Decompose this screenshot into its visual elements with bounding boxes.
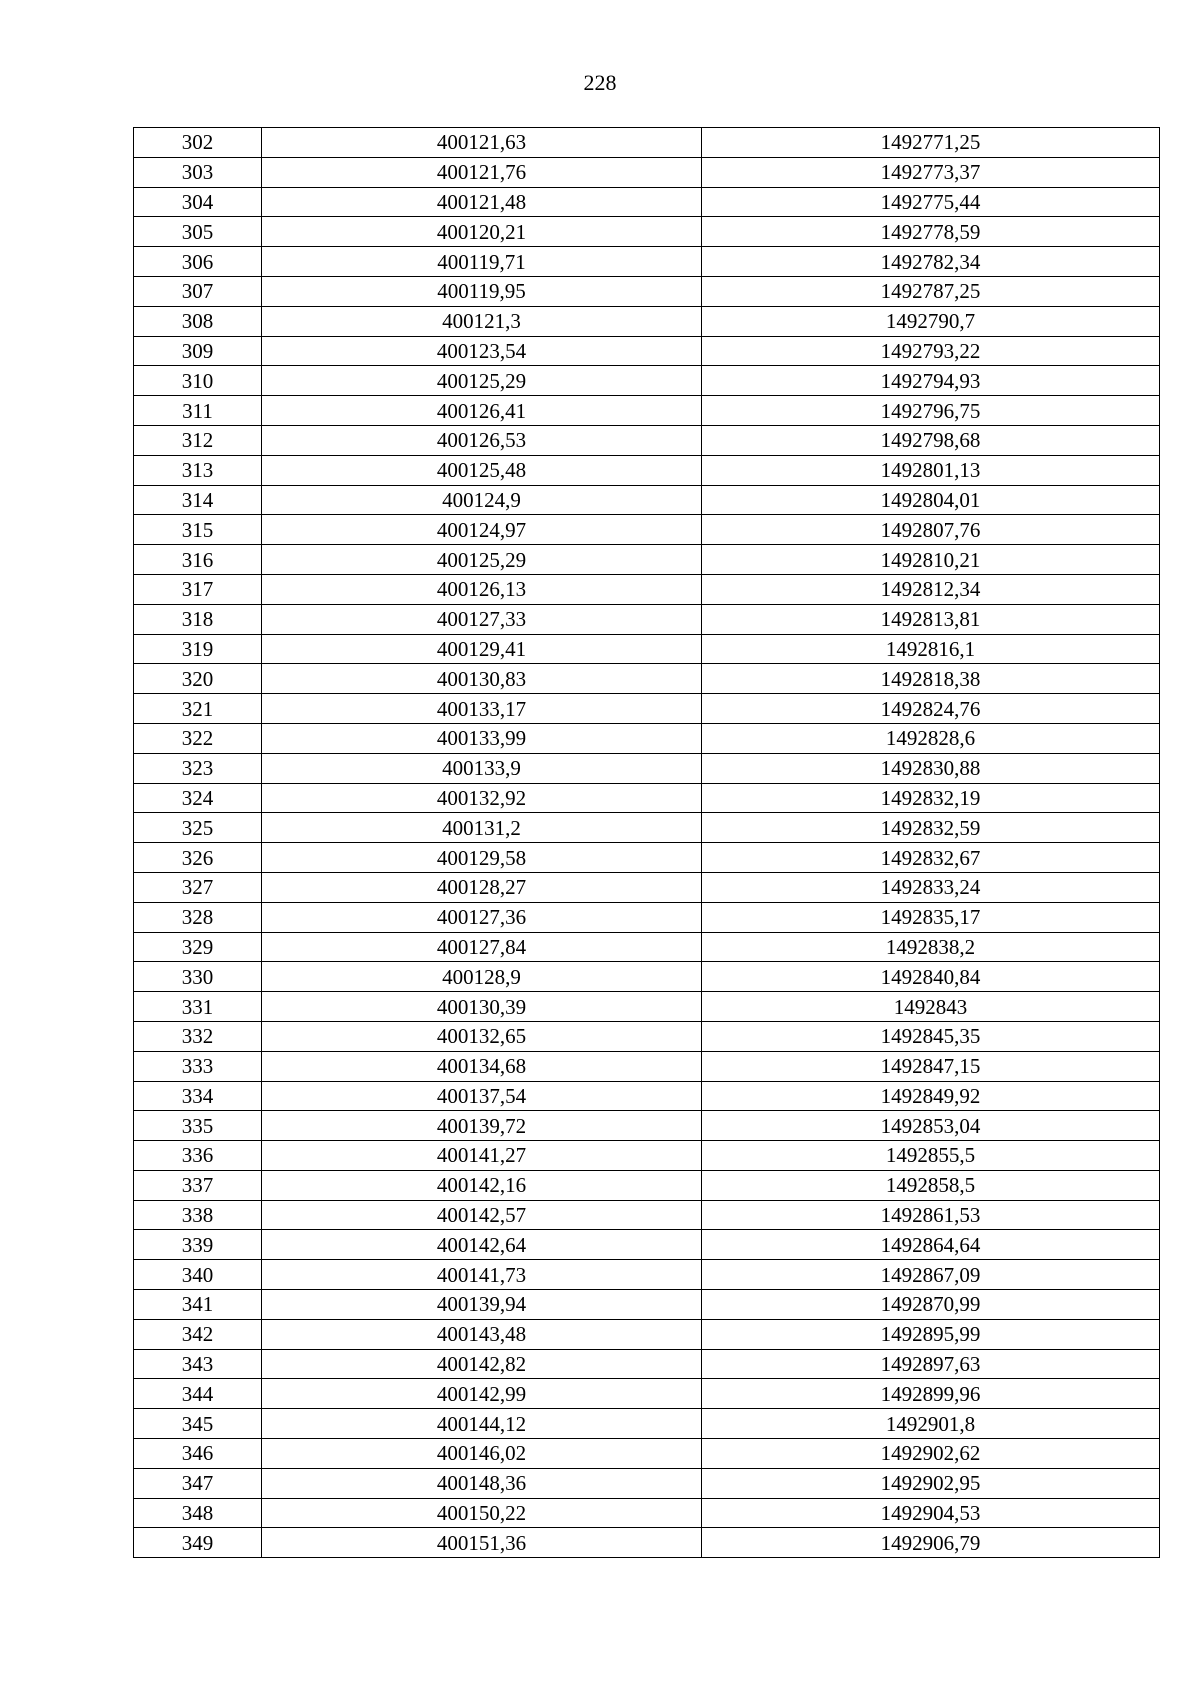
y-coordinate-cell: 1492818,38 — [702, 664, 1160, 694]
y-coordinate-cell: 1492867,09 — [702, 1260, 1160, 1290]
table-row — [134, 783, 1160, 813]
point-number-cell: 331 — [134, 992, 262, 1022]
table-row — [134, 813, 1160, 843]
x-coordinate-cell: 400124,97 — [262, 515, 702, 545]
y-coordinate-cell: 1492870,99 — [702, 1290, 1160, 1320]
point-number-cell: 330 — [134, 962, 262, 992]
table-row — [134, 872, 1160, 902]
table-row — [134, 276, 1160, 306]
point-number-cell: 343 — [134, 1349, 262, 1379]
y-coordinate-cell: 1492899,96 — [702, 1379, 1160, 1409]
y-coordinate-cell: 1492838,2 — [702, 932, 1160, 962]
x-coordinate-cell: 400141,27 — [262, 1141, 702, 1171]
x-coordinate-cell: 400146,02 — [262, 1439, 702, 1469]
table-row — [134, 1349, 1160, 1379]
table-row — [134, 1528, 1160, 1558]
y-coordinate-cell: 1492902,95 — [702, 1468, 1160, 1498]
x-coordinate-cell: 400124,9 — [262, 485, 702, 515]
point-number-cell: 324 — [134, 783, 262, 813]
table-row — [134, 1468, 1160, 1498]
y-coordinate-cell: 1492807,76 — [702, 515, 1160, 545]
x-coordinate-cell: 400134,68 — [262, 1051, 702, 1081]
y-coordinate-cell: 1492828,6 — [702, 723, 1160, 753]
x-coordinate-cell: 400125,48 — [262, 455, 702, 485]
table-row — [134, 515, 1160, 545]
y-coordinate-cell: 1492773,37 — [702, 157, 1160, 187]
point-number-cell: 323 — [134, 753, 262, 783]
point-number-cell: 322 — [134, 723, 262, 753]
point-number-cell: 316 — [134, 545, 262, 575]
y-coordinate-cell: 1492801,13 — [702, 455, 1160, 485]
point-number-cell: 318 — [134, 604, 262, 634]
y-coordinate-cell: 1492855,5 — [702, 1141, 1160, 1171]
point-number-cell: 304 — [134, 187, 262, 217]
y-coordinate-cell: 1492790,7 — [702, 306, 1160, 336]
y-coordinate-cell: 1492840,84 — [702, 962, 1160, 992]
x-coordinate-cell: 400126,13 — [262, 574, 702, 604]
y-coordinate-cell: 1492845,35 — [702, 1021, 1160, 1051]
table-row — [134, 634, 1160, 664]
y-coordinate-cell: 1492794,93 — [702, 366, 1160, 396]
table-row — [134, 932, 1160, 962]
y-coordinate-cell: 1492835,17 — [702, 902, 1160, 932]
point-number-cell: 329 — [134, 932, 262, 962]
x-coordinate-cell: 400139,94 — [262, 1290, 702, 1320]
x-coordinate-cell: 400119,71 — [262, 247, 702, 277]
y-coordinate-cell: 1492833,24 — [702, 872, 1160, 902]
table-row — [134, 1230, 1160, 1260]
x-coordinate-cell: 400139,72 — [262, 1111, 702, 1141]
table-row — [134, 664, 1160, 694]
point-number-cell: 349 — [134, 1528, 262, 1558]
table-row — [134, 1498, 1160, 1528]
point-number-cell: 345 — [134, 1409, 262, 1439]
table-row — [134, 485, 1160, 515]
table-row — [134, 1260, 1160, 1290]
x-coordinate-cell: 400144,12 — [262, 1409, 702, 1439]
x-coordinate-cell: 400129,58 — [262, 843, 702, 873]
y-coordinate-cell: 1492812,34 — [702, 574, 1160, 604]
table-row — [134, 157, 1160, 187]
table-row — [134, 336, 1160, 366]
x-coordinate-cell: 400128,9 — [262, 962, 702, 992]
y-coordinate-cell: 1492895,99 — [702, 1319, 1160, 1349]
y-coordinate-cell: 1492775,44 — [702, 187, 1160, 217]
point-number-cell: 326 — [134, 843, 262, 873]
point-number-cell: 317 — [134, 574, 262, 604]
table-row — [134, 366, 1160, 396]
table-row — [134, 1439, 1160, 1469]
table-row — [134, 574, 1160, 604]
y-coordinate-cell: 1492858,5 — [702, 1170, 1160, 1200]
x-coordinate-cell: 400142,57 — [262, 1200, 702, 1230]
point-number-cell: 321 — [134, 694, 262, 724]
x-coordinate-cell: 400151,36 — [262, 1528, 702, 1558]
x-coordinate-cell: 400129,41 — [262, 634, 702, 664]
x-coordinate-cell: 400127,36 — [262, 902, 702, 932]
y-coordinate-cell: 1492798,68 — [702, 425, 1160, 455]
y-coordinate-cell: 1492897,63 — [702, 1349, 1160, 1379]
table-row — [134, 306, 1160, 336]
y-coordinate-cell: 1492864,64 — [702, 1230, 1160, 1260]
point-number-cell: 346 — [134, 1439, 262, 1469]
y-coordinate-cell: 1492861,53 — [702, 1200, 1160, 1230]
point-number-cell: 308 — [134, 306, 262, 336]
point-number-cell: 338 — [134, 1200, 262, 1230]
coordinates-table — [133, 127, 1160, 1558]
table-row — [134, 1379, 1160, 1409]
x-coordinate-cell: 400133,9 — [262, 753, 702, 783]
point-number-cell: 305 — [134, 217, 262, 247]
y-coordinate-cell: 1492847,15 — [702, 1051, 1160, 1081]
y-coordinate-cell: 1492778,59 — [702, 217, 1160, 247]
y-coordinate-cell: 1492810,21 — [702, 545, 1160, 575]
x-coordinate-cell: 400142,64 — [262, 1230, 702, 1260]
point-number-cell: 347 — [134, 1468, 262, 1498]
table-row — [134, 455, 1160, 485]
point-number-cell: 319 — [134, 634, 262, 664]
x-coordinate-cell: 400125,29 — [262, 545, 702, 575]
x-coordinate-cell: 400131,2 — [262, 813, 702, 843]
point-number-cell: 333 — [134, 1051, 262, 1081]
table-row — [134, 1111, 1160, 1141]
point-number-cell: 344 — [134, 1379, 262, 1409]
point-number-cell: 314 — [134, 485, 262, 515]
x-coordinate-cell: 400119,95 — [262, 276, 702, 306]
point-number-cell: 313 — [134, 455, 262, 485]
point-number-cell: 311 — [134, 396, 262, 426]
x-coordinate-cell: 400132,92 — [262, 783, 702, 813]
y-coordinate-cell: 1492901,8 — [702, 1409, 1160, 1439]
point-number-cell: 342 — [134, 1319, 262, 1349]
table-row — [134, 992, 1160, 1022]
point-number-cell: 325 — [134, 813, 262, 843]
point-number-cell: 320 — [134, 664, 262, 694]
x-coordinate-cell: 400121,3 — [262, 306, 702, 336]
x-coordinate-cell: 400126,41 — [262, 396, 702, 426]
x-coordinate-cell: 400127,84 — [262, 932, 702, 962]
table-row — [134, 694, 1160, 724]
y-coordinate-cell: 1492853,04 — [702, 1111, 1160, 1141]
y-coordinate-cell: 1492832,67 — [702, 843, 1160, 873]
point-number-cell: 312 — [134, 425, 262, 455]
table-row — [134, 396, 1160, 426]
y-coordinate-cell: 1492902,62 — [702, 1439, 1160, 1469]
table-row — [134, 723, 1160, 753]
y-coordinate-cell: 1492830,88 — [702, 753, 1160, 783]
point-number-cell: 328 — [134, 902, 262, 932]
y-coordinate-cell: 1492787,25 — [702, 276, 1160, 306]
x-coordinate-cell: 400142,16 — [262, 1170, 702, 1200]
table-row — [134, 545, 1160, 575]
table-row — [134, 187, 1160, 217]
coordinates-table-body — [134, 128, 1160, 1558]
table-row — [134, 1141, 1160, 1171]
x-coordinate-cell: 400121,76 — [262, 157, 702, 187]
y-coordinate-cell: 1492824,76 — [702, 694, 1160, 724]
x-coordinate-cell: 400127,33 — [262, 604, 702, 634]
table-row — [134, 753, 1160, 783]
table-row — [134, 1081, 1160, 1111]
point-number-cell: 334 — [134, 1081, 262, 1111]
point-number-cell: 335 — [134, 1111, 262, 1141]
x-coordinate-cell: 400148,36 — [262, 1468, 702, 1498]
table-row — [134, 962, 1160, 992]
x-coordinate-cell: 400133,17 — [262, 694, 702, 724]
point-number-cell: 332 — [134, 1021, 262, 1051]
y-coordinate-cell: 1492832,19 — [702, 783, 1160, 813]
point-number-cell: 303 — [134, 157, 262, 187]
point-number-cell: 302 — [134, 128, 262, 158]
point-number-cell: 306 — [134, 247, 262, 277]
x-coordinate-cell: 400143,48 — [262, 1319, 702, 1349]
x-coordinate-cell: 400141,73 — [262, 1260, 702, 1290]
table-row — [134, 217, 1160, 247]
point-number-cell: 309 — [134, 336, 262, 366]
table-row — [134, 1170, 1160, 1200]
x-coordinate-cell: 400121,63 — [262, 128, 702, 158]
y-coordinate-cell: 1492843 — [702, 992, 1160, 1022]
table-row — [134, 1290, 1160, 1320]
table-row — [134, 1319, 1160, 1349]
table-row — [134, 1021, 1160, 1051]
x-coordinate-cell: 400120,21 — [262, 217, 702, 247]
table-row — [134, 128, 1160, 158]
x-coordinate-cell: 400130,39 — [262, 992, 702, 1022]
y-coordinate-cell: 1492771,25 — [702, 128, 1160, 158]
y-coordinate-cell: 1492904,53 — [702, 1498, 1160, 1528]
x-coordinate-cell: 400132,65 — [262, 1021, 702, 1051]
x-coordinate-cell: 400142,82 — [262, 1349, 702, 1379]
x-coordinate-cell: 400133,99 — [262, 723, 702, 753]
y-coordinate-cell: 1492832,59 — [702, 813, 1160, 843]
point-number-cell: 340 — [134, 1260, 262, 1290]
point-number-cell: 341 — [134, 1290, 262, 1320]
table-row — [134, 1409, 1160, 1439]
x-coordinate-cell: 400137,54 — [262, 1081, 702, 1111]
table-row — [134, 843, 1160, 873]
x-coordinate-cell: 400123,54 — [262, 336, 702, 366]
point-number-cell: 337 — [134, 1170, 262, 1200]
table-row — [134, 604, 1160, 634]
point-number-cell: 315 — [134, 515, 262, 545]
table-row — [134, 1200, 1160, 1230]
x-coordinate-cell: 400150,22 — [262, 1498, 702, 1528]
x-coordinate-cell: 400128,27 — [262, 872, 702, 902]
y-coordinate-cell: 1492816,1 — [702, 634, 1160, 664]
x-coordinate-cell: 400142,99 — [262, 1379, 702, 1409]
x-coordinate-cell: 400121,48 — [262, 187, 702, 217]
y-coordinate-cell: 1492804,01 — [702, 485, 1160, 515]
point-number-cell: 336 — [134, 1141, 262, 1171]
table-row — [134, 1051, 1160, 1081]
y-coordinate-cell: 1492796,75 — [702, 396, 1160, 426]
y-coordinate-cell: 1492849,92 — [702, 1081, 1160, 1111]
table-row — [134, 902, 1160, 932]
point-number-cell: 310 — [134, 366, 262, 396]
y-coordinate-cell: 1492813,81 — [702, 604, 1160, 634]
y-coordinate-cell: 1492793,22 — [702, 336, 1160, 366]
point-number-cell: 339 — [134, 1230, 262, 1260]
table-row — [134, 247, 1160, 277]
y-coordinate-cell: 1492782,34 — [702, 247, 1160, 277]
x-coordinate-cell: 400126,53 — [262, 425, 702, 455]
point-number-cell: 327 — [134, 872, 262, 902]
point-number-cell: 307 — [134, 276, 262, 306]
page-number: 228 — [583, 70, 617, 95]
x-coordinate-cell: 400130,83 — [262, 664, 702, 694]
y-coordinate-cell: 1492906,79 — [702, 1528, 1160, 1558]
x-coordinate-cell: 400125,29 — [262, 366, 702, 396]
table-row — [134, 425, 1160, 455]
point-number-cell: 348 — [134, 1498, 262, 1528]
